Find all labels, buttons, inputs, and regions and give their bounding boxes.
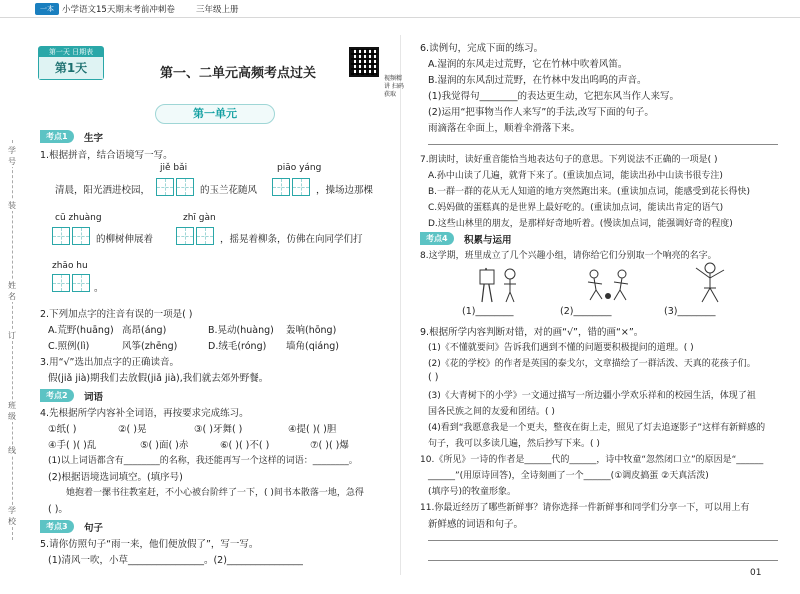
char-box[interactable] bbox=[272, 178, 290, 196]
q2-option-c2: 风筝(zhēng) bbox=[122, 341, 178, 352]
char-box[interactable] bbox=[52, 227, 70, 245]
q6-sentence-b: B.湿润的东风刮过荒野，在竹林中发出呜呜的声音。 bbox=[428, 75, 647, 86]
margin-label-xian: 线 bbox=[8, 446, 16, 455]
q8-blank-1[interactable]: (1)________ bbox=[462, 306, 514, 317]
q2-option-b2: 轰响(hōng) bbox=[286, 325, 337, 336]
q2-option-b[interactable]: B.晃动(huàng) bbox=[208, 325, 274, 336]
answer-line[interactable] bbox=[428, 540, 778, 541]
answer-line[interactable] bbox=[428, 144, 778, 145]
k1-tag: 考点1 bbox=[40, 130, 74, 143]
char-box[interactable] bbox=[292, 178, 310, 196]
q1-line1b: 的玉兰花随风 bbox=[200, 185, 258, 196]
q3-prompt: 3.用“√”选出加点字的正确读音。 bbox=[40, 357, 179, 368]
k4-tag: 考点4 bbox=[420, 232, 454, 245]
q9-item-3: (3)《大青树下的小学》一文通过描写一所边疆小学欢乐祥和的校园生活，体现了祖 bbox=[428, 391, 756, 401]
q9-item-2b: ( ) bbox=[428, 372, 439, 383]
q4-word: ③( )牙舞( ) bbox=[194, 424, 243, 435]
char-box[interactable] bbox=[72, 227, 90, 245]
pinyin-5: zhāo hu bbox=[52, 261, 88, 271]
q6-sub2: (2)运用“把事物当作人来写”的手法,改写下面的句子。 bbox=[428, 107, 654, 118]
q10-line3: (填序号)的牧童形象。 bbox=[428, 487, 517, 497]
q1-line1a: 清晨，阳光洒进校园， bbox=[55, 185, 151, 196]
char-box[interactable] bbox=[156, 178, 174, 196]
q4-word: ⑤( )面( )赤 bbox=[140, 440, 189, 451]
grade-label: 三年级上册 bbox=[196, 5, 239, 15]
q4-sub1: (1)以上词语都含有________的名称，我还能再写一个这样的词语：________。 bbox=[48, 456, 358, 466]
char-box[interactable] bbox=[72, 274, 90, 292]
q9-prompt: 9.根据所学内容判断对错，对的画“√”，错的画“×”。 bbox=[420, 327, 644, 338]
k3-tag: 考点3 bbox=[40, 520, 74, 533]
q5-text: (1)清风一吹，小草________________。(2)________________ bbox=[48, 555, 303, 566]
q6-sentence-a: A.湿润的东风走过荒野，它在竹林中吹着风笛。 bbox=[428, 59, 628, 70]
q4-word: ①纸( ) bbox=[48, 424, 77, 435]
q4-word: ④提( )( )胆 bbox=[288, 424, 337, 435]
margin-label-ding: 订 bbox=[8, 331, 16, 340]
qr-code-icon[interactable] bbox=[349, 47, 379, 77]
char-box[interactable] bbox=[176, 178, 194, 196]
day-label: 第1天 bbox=[39, 57, 103, 79]
q4-sub2-text: 她抱着一摞书往教室赶，不小心被台阶绊了一下，( )间书本散落一地，急得 bbox=[66, 488, 364, 498]
series-title: 小学语文15天期末考前冲刺卷 bbox=[62, 5, 175, 15]
q1-line3: 。 bbox=[94, 283, 104, 294]
pinyin-3: cū zhuàng bbox=[55, 213, 102, 223]
q9-item-4: (4)看到“我愿意我是一个更夫，整夜在街上走，照见了灯去追逐影子”这样有新鲜感的 bbox=[428, 423, 766, 433]
char-box[interactable] bbox=[52, 274, 70, 292]
answer-line[interactable] bbox=[428, 560, 778, 561]
q4-word: ⑦( )( )爆 bbox=[310, 440, 349, 451]
q9-item-2: (2)《花的学校》的作者是英国的泰戈尔，文章描绘了一群活泼、天真的花孩子们。 bbox=[428, 359, 756, 369]
q9-item-3b: 国各民族之间的友爱和团结。( ) bbox=[428, 407, 555, 417]
q9-item-4b: 句子，我可以多读几遍，然后抄写下来。( ) bbox=[428, 439, 600, 449]
q1-prompt: 1.根据拼音，结合语境写一写。 bbox=[40, 150, 173, 161]
q10-line2: ______”(用原诗回答)，全诗刻画了一个______(①调皮搞蛋 ②天真活泼) bbox=[428, 471, 709, 481]
pinyin-2: piāo yáng bbox=[277, 163, 322, 173]
page-number: 01 bbox=[750, 568, 762, 578]
column-divider bbox=[400, 35, 401, 575]
q1-line1c: ，操场边那棵 bbox=[316, 185, 374, 196]
q11-line2: 新鲜感的词语和句子。 bbox=[428, 519, 524, 530]
q8-blank-2[interactable]: (2)________ bbox=[560, 306, 612, 317]
q6-sub1: (1)我觉得句________的表达更生动，它把东风当作人来写。 bbox=[428, 91, 679, 102]
q8-blank-3[interactable]: (3)________ bbox=[664, 306, 716, 317]
q9-item-1: (1)《不懂就要问》告诉我们遇到不懂的问题要积极提问的道理。( ) bbox=[428, 343, 694, 353]
unit-title-pill bbox=[155, 104, 275, 124]
q7-prompt: 7.朗读时，读好重音能恰当地表达句子的意思。下列说法不正确的一项是( ) bbox=[420, 155, 718, 165]
k3-title: 句子 bbox=[84, 523, 104, 534]
q8-prompt: 8.这学期，班里成立了几个兴趣小组，请你给它们分别取一个响亮的名字。 bbox=[420, 251, 717, 261]
char-box[interactable] bbox=[176, 227, 194, 245]
day-badge bbox=[38, 46, 104, 80]
k1-title: 生字 bbox=[84, 133, 104, 144]
top-header-bar bbox=[0, 0, 800, 18]
brand-logo: 一本 bbox=[35, 3, 59, 15]
q10-line1: 10.《所见》一诗的作者是______代的______，诗中牧童“忽然闭口立”的原因是“______ bbox=[420, 455, 764, 465]
q7-option-d[interactable]: D.这些山林里的朋友，是那样好奇地听着。(慢读加点词，能强调好奇的程度) bbox=[428, 219, 733, 229]
char-box[interactable] bbox=[196, 227, 214, 245]
margin-label-xuehao: 学号 bbox=[8, 146, 16, 166]
q2-option-a[interactable]: A.荒野(huāng) bbox=[48, 325, 114, 336]
q4-prompt: 4.先根据所学内容补全词语，再按要求完成练习。 bbox=[40, 408, 249, 419]
q7-option-c[interactable]: C.妈妈做的蛋糕真的是世界上最好吃的。(重读加点词，能读出肯定的语气) bbox=[428, 203, 724, 213]
q2-option-c[interactable]: C.照例(lì) bbox=[48, 341, 90, 352]
q6-sub2-text: 雨滴落在伞面上，顺着伞滑落下来。 bbox=[428, 123, 581, 134]
q7-option-b[interactable]: B.一群一群的花从无人知道的地方突然跑出来。(重读加点词，能感受到花长得快) bbox=[428, 187, 751, 197]
q4-sub2: (2)根据语境选词填空。(填序号) bbox=[48, 472, 183, 483]
unit-title: 第一单元 bbox=[193, 107, 237, 120]
day-badge-top: 第一天 日期表 bbox=[39, 47, 103, 57]
margin-label-xingming: 姓名 bbox=[8, 281, 16, 301]
q11-line1: 11.你最近经历了哪些新鲜事？请你选择一件新鲜事和同学们分享一下，可以用上有 bbox=[420, 503, 750, 513]
q2-prompt: 2.下列加点字的注音有误的一项是( ) bbox=[40, 309, 193, 320]
margin-label-zhuang: 装 bbox=[8, 201, 16, 210]
q1-line2b: ，摇晃着柳条，仿佛在向同学们打 bbox=[220, 234, 363, 245]
q1-line2a: 的柳树伸展着 bbox=[96, 234, 154, 245]
q4-word: ②( )晃 bbox=[118, 424, 147, 435]
margin-label-banji: 班级 bbox=[8, 401, 16, 421]
q6-prompt: 6.读例句，完成下面的练习。 bbox=[420, 43, 544, 54]
k4-title: 积累与运用 bbox=[464, 235, 512, 246]
q2-option-a2: 高昂(áng) bbox=[122, 325, 167, 336]
k2-title: 词语 bbox=[84, 392, 104, 403]
page-title: 第一、二单元高频考点过关 bbox=[160, 66, 317, 81]
qr-caption: 视频精讲 扫码获取 bbox=[384, 75, 404, 98]
q4-word: ④手( )( )乱 bbox=[48, 440, 97, 451]
painting-illustration bbox=[478, 262, 528, 304]
q4-word: ⑥( )( )不( ) bbox=[220, 440, 270, 451]
margin-label-xuexiao: 学校 bbox=[8, 506, 16, 526]
k2-tag: 考点2 bbox=[40, 389, 74, 402]
pinyin-4: zhī gàn bbox=[183, 213, 216, 223]
q2-option-d2: 墙角(qiáng) bbox=[286, 341, 339, 352]
pinyin-1: jiě bǎi bbox=[160, 163, 188, 173]
q3-text: 假(jiǎ jià)期我们去放假(jiǎ jià),我们就去郊外野餐。 bbox=[48, 373, 269, 384]
sports-illustration bbox=[584, 266, 634, 304]
q5-prompt: 5.请你仿照句子“雨一来，他们便放假了”，写一写。 bbox=[40, 539, 259, 550]
dance-illustration bbox=[690, 260, 730, 304]
q4-sub2-text2: ( )。 bbox=[48, 504, 68, 515]
q2-option-d[interactable]: D.绒毛(róng) bbox=[208, 341, 267, 352]
q7-option-a[interactable]: A.孙中山读了几遍，就背下来了。(重读加点词，能读出孙中山读书很专注) bbox=[428, 171, 723, 181]
